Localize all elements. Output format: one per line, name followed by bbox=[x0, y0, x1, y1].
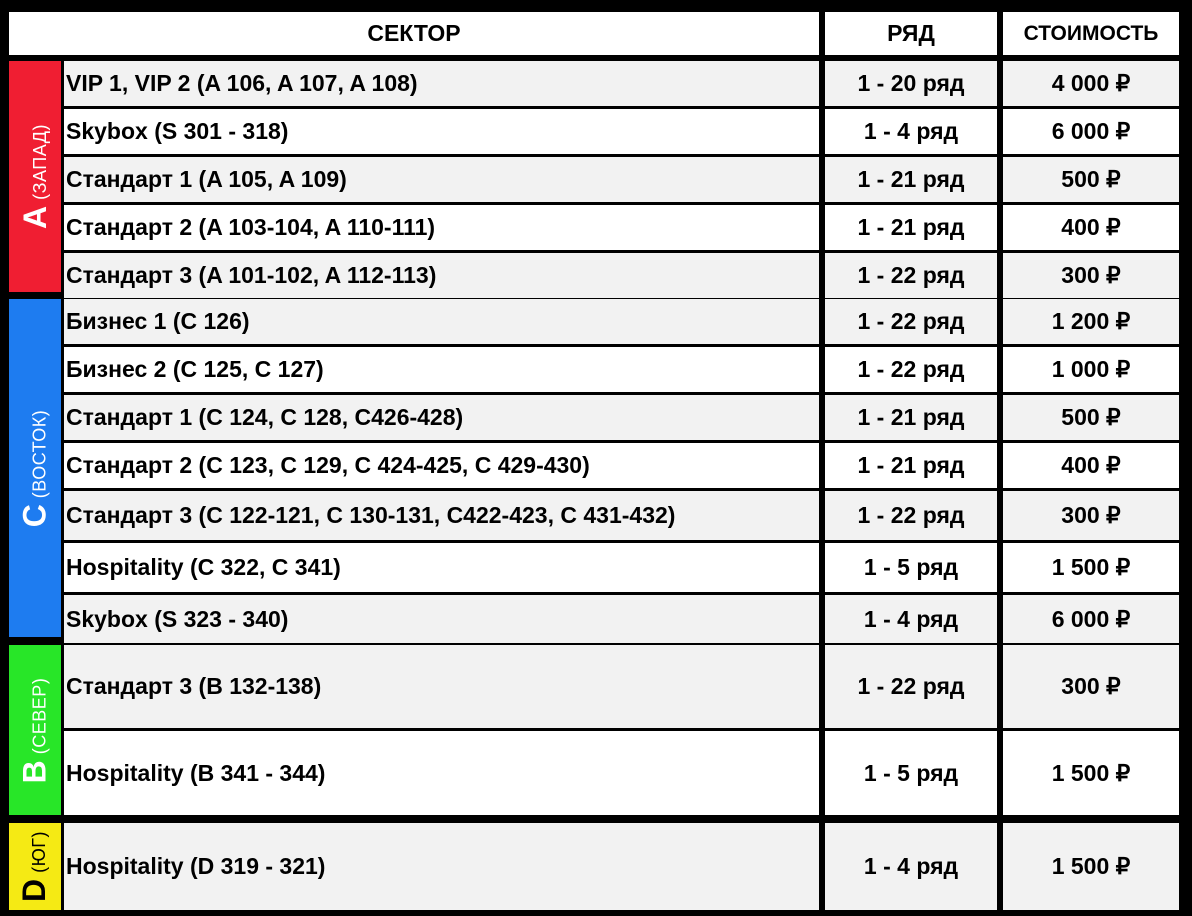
zone-label bbox=[17, 677, 54, 783]
sector-cell: Стандарт 2 (A 103-104, A 110-111) bbox=[64, 205, 819, 250]
header-price: СТОИМОСТЬ bbox=[1003, 12, 1179, 55]
price-cell: 1 500 ₽ bbox=[1003, 823, 1179, 910]
sector-cell: Hospitality (B 341 - 344) bbox=[64, 731, 819, 815]
price-cell: 300 ₽ bbox=[1003, 491, 1179, 540]
zone-a bbox=[9, 61, 61, 292]
header-sector: СЕКТОР bbox=[9, 12, 819, 55]
sector-cell: Стандарт 1 (A 105, A 109) bbox=[64, 157, 819, 202]
price-cell: 400 ₽ bbox=[1003, 205, 1179, 250]
row-range-cell: 1 - 5 ряд bbox=[825, 543, 997, 592]
price-cell: 1 000 ₽ bbox=[1003, 347, 1179, 392]
zone-d bbox=[9, 823, 61, 910]
row-range-cell: 1 - 21 ряд bbox=[825, 443, 997, 488]
zone-direction: (СЕВЕР) bbox=[29, 677, 50, 754]
sector-cell: Стандарт 3 (C 122-121, C 130-131, C422-423, C 431-432) bbox=[64, 491, 819, 540]
zone-direction: (ВОСТОК) bbox=[29, 409, 50, 498]
price-cell: 300 ₽ bbox=[1003, 645, 1179, 728]
zone-label bbox=[17, 124, 54, 229]
row-range-cell: 1 - 22 ряд bbox=[825, 253, 997, 298]
row-range-cell: 1 - 20 ряд bbox=[825, 61, 997, 106]
sector-cell: Бизнес 1 (C 126) bbox=[64, 299, 819, 344]
row-range-cell: 1 - 4 ряд bbox=[825, 823, 997, 910]
row-range-cell: 1 - 21 ряд bbox=[825, 205, 997, 250]
price-cell: 500 ₽ bbox=[1003, 157, 1179, 202]
sector-cell: VIP 1, VIP 2 (A 106, A 107, A 108) bbox=[64, 61, 819, 106]
row-range-cell: 1 - 5 ряд bbox=[825, 731, 997, 815]
zone-letter: B bbox=[16, 759, 53, 783]
sector-cell: Стандарт 2 (C 123, C 129, C 424-425, C 429-430) bbox=[64, 443, 819, 488]
sector-cell: Стандарт 1 (C 124, C 128, C426-428) bbox=[64, 395, 819, 440]
zone-label bbox=[17, 409, 54, 527]
price-cell: 1 200 ₽ bbox=[1003, 299, 1179, 344]
price-cell: 6 000 ₽ bbox=[1003, 595, 1179, 643]
zone-letter: D bbox=[16, 878, 53, 903]
price-cell: 400 ₽ bbox=[1003, 443, 1179, 488]
row-range-cell: 1 - 21 ряд bbox=[825, 395, 997, 440]
row-range-cell: 1 - 4 ряд bbox=[825, 595, 997, 643]
row-range-cell: 1 - 22 ряд bbox=[825, 645, 997, 728]
header-row: РЯД bbox=[825, 12, 997, 55]
zone-label bbox=[17, 831, 54, 902]
sector-cell: Skybox (S 301 - 318) bbox=[64, 109, 819, 154]
price-cell: 500 ₽ bbox=[1003, 395, 1179, 440]
sector-cell: Hospitality (D 319 - 321) bbox=[64, 823, 819, 910]
price-cell: 1 500 ₽ bbox=[1003, 731, 1179, 815]
zone-direction: (ЮГ) bbox=[29, 830, 50, 873]
zone-letter: A bbox=[16, 205, 53, 230]
row-range-cell: 1 - 22 ряд bbox=[825, 299, 997, 344]
sector-cell: Hospitality (C 322, C 341) bbox=[64, 543, 819, 592]
price-cell: 4 000 ₽ bbox=[1003, 61, 1179, 106]
zone-direction: (ЗАПАД) bbox=[29, 123, 50, 200]
price-cell: 300 ₽ bbox=[1003, 253, 1179, 298]
row-range-cell: 1 - 4 ряд bbox=[825, 109, 997, 154]
zone-b bbox=[9, 645, 61, 815]
row-range-cell: 1 - 22 ряд bbox=[825, 347, 997, 392]
row-range-cell: 1 - 22 ряд bbox=[825, 491, 997, 540]
sector-cell: Стандарт 3 (A 101-102, A 112-113) bbox=[64, 253, 819, 298]
sector-cell: Бизнес 2 (C 125, C 127) bbox=[64, 347, 819, 392]
price-cell: 6 000 ₽ bbox=[1003, 109, 1179, 154]
zone-letter: C bbox=[16, 503, 53, 527]
price-cell: 1 500 ₽ bbox=[1003, 543, 1179, 592]
zone-c bbox=[9, 299, 61, 637]
sector-cell: Skybox (S 323 - 340) bbox=[64, 595, 819, 643]
sector-cell: Стандарт 3 (B 132-138) bbox=[64, 645, 819, 728]
row-range-cell: 1 - 21 ряд bbox=[825, 157, 997, 202]
